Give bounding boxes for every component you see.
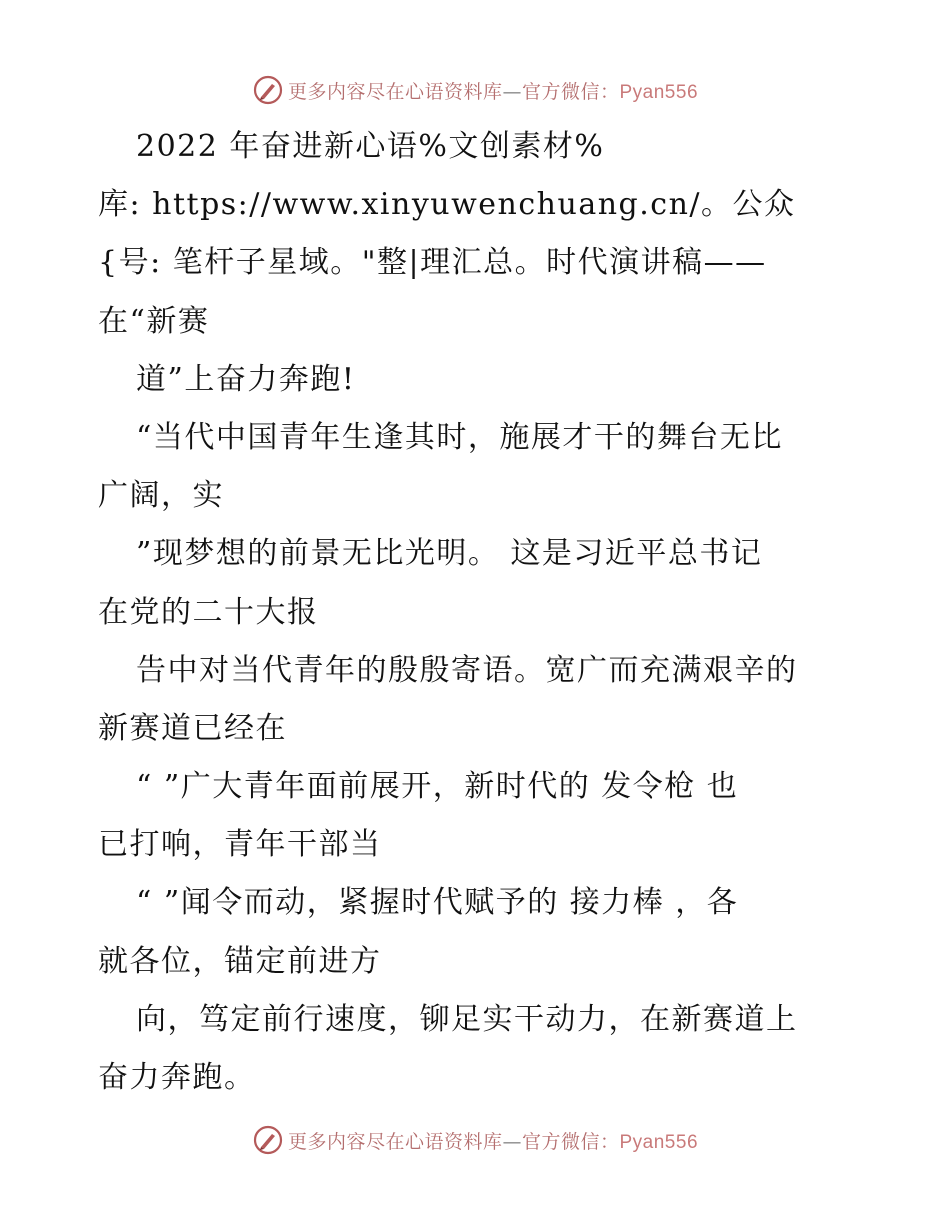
pen-logo-icon bbox=[252, 74, 284, 106]
banner-wechat-id: Pyan556 bbox=[619, 81, 699, 103]
text-line: 2022 年奋进新心语%文创素材% bbox=[136, 129, 605, 164]
pen-logo-icon bbox=[252, 1124, 284, 1156]
text-line: 告中对当代青年的殷殷寄语。宽广而充满艰辛的 bbox=[136, 652, 798, 688]
text-line: 在“新赛 bbox=[98, 303, 210, 339]
banner-text bbox=[288, 77, 698, 104]
banner-main-text: 更多内容尽在心语资料库 bbox=[287, 80, 503, 103]
footer-banner bbox=[0, 1120, 950, 1160]
text-line: 库: https://www.xinyuwenchuang.cn/。公众 bbox=[98, 187, 796, 223]
text-line: 奋力奔跑。 bbox=[98, 1060, 256, 1095]
text-line: {号: 笔杆子星域。"整|理汇总。时代演讲稿—— bbox=[98, 245, 767, 281]
text-line: 道”上奋力奔跑! bbox=[136, 361, 356, 397]
banner-separator: — bbox=[502, 1130, 522, 1153]
banner-main-text: 更多内容尽在心语资料库 bbox=[287, 1130, 503, 1153]
banner-label: 官方微信： bbox=[521, 1130, 620, 1153]
text-line: 向，笃定前行速度，铆足实干动力，在新赛道上 bbox=[136, 1001, 798, 1037]
text-line: ”现梦想的前景无比光明。 这是习近平总书记 bbox=[136, 536, 763, 572]
header-banner bbox=[0, 70, 950, 110]
banner-label: 官方微信： bbox=[521, 80, 620, 103]
text-line: “当代中国青年生逢其时，施展才干的舞台无比 bbox=[136, 419, 783, 455]
text-line: 就各位，锚定前进方 bbox=[98, 943, 382, 979]
text-line: 新赛道已经在 bbox=[98, 710, 287, 746]
text-line: “ ”广大青年面前展开，新时代的 发令枪 也 bbox=[136, 769, 739, 805]
banner-wechat-id: Pyan556 bbox=[619, 1131, 699, 1153]
document-body bbox=[98, 118, 858, 1107]
banner-text bbox=[288, 1127, 698, 1154]
text-line: “ ”闻令而动，紧握时代赋予的 接力棒 ，各 bbox=[136, 885, 739, 921]
text-line: 广阔，实 bbox=[98, 478, 224, 514]
text-line: 已打响，青年干部当 bbox=[98, 827, 382, 863]
text-line: 在党的二十大报 bbox=[98, 594, 319, 630]
banner-separator: — bbox=[502, 80, 522, 103]
